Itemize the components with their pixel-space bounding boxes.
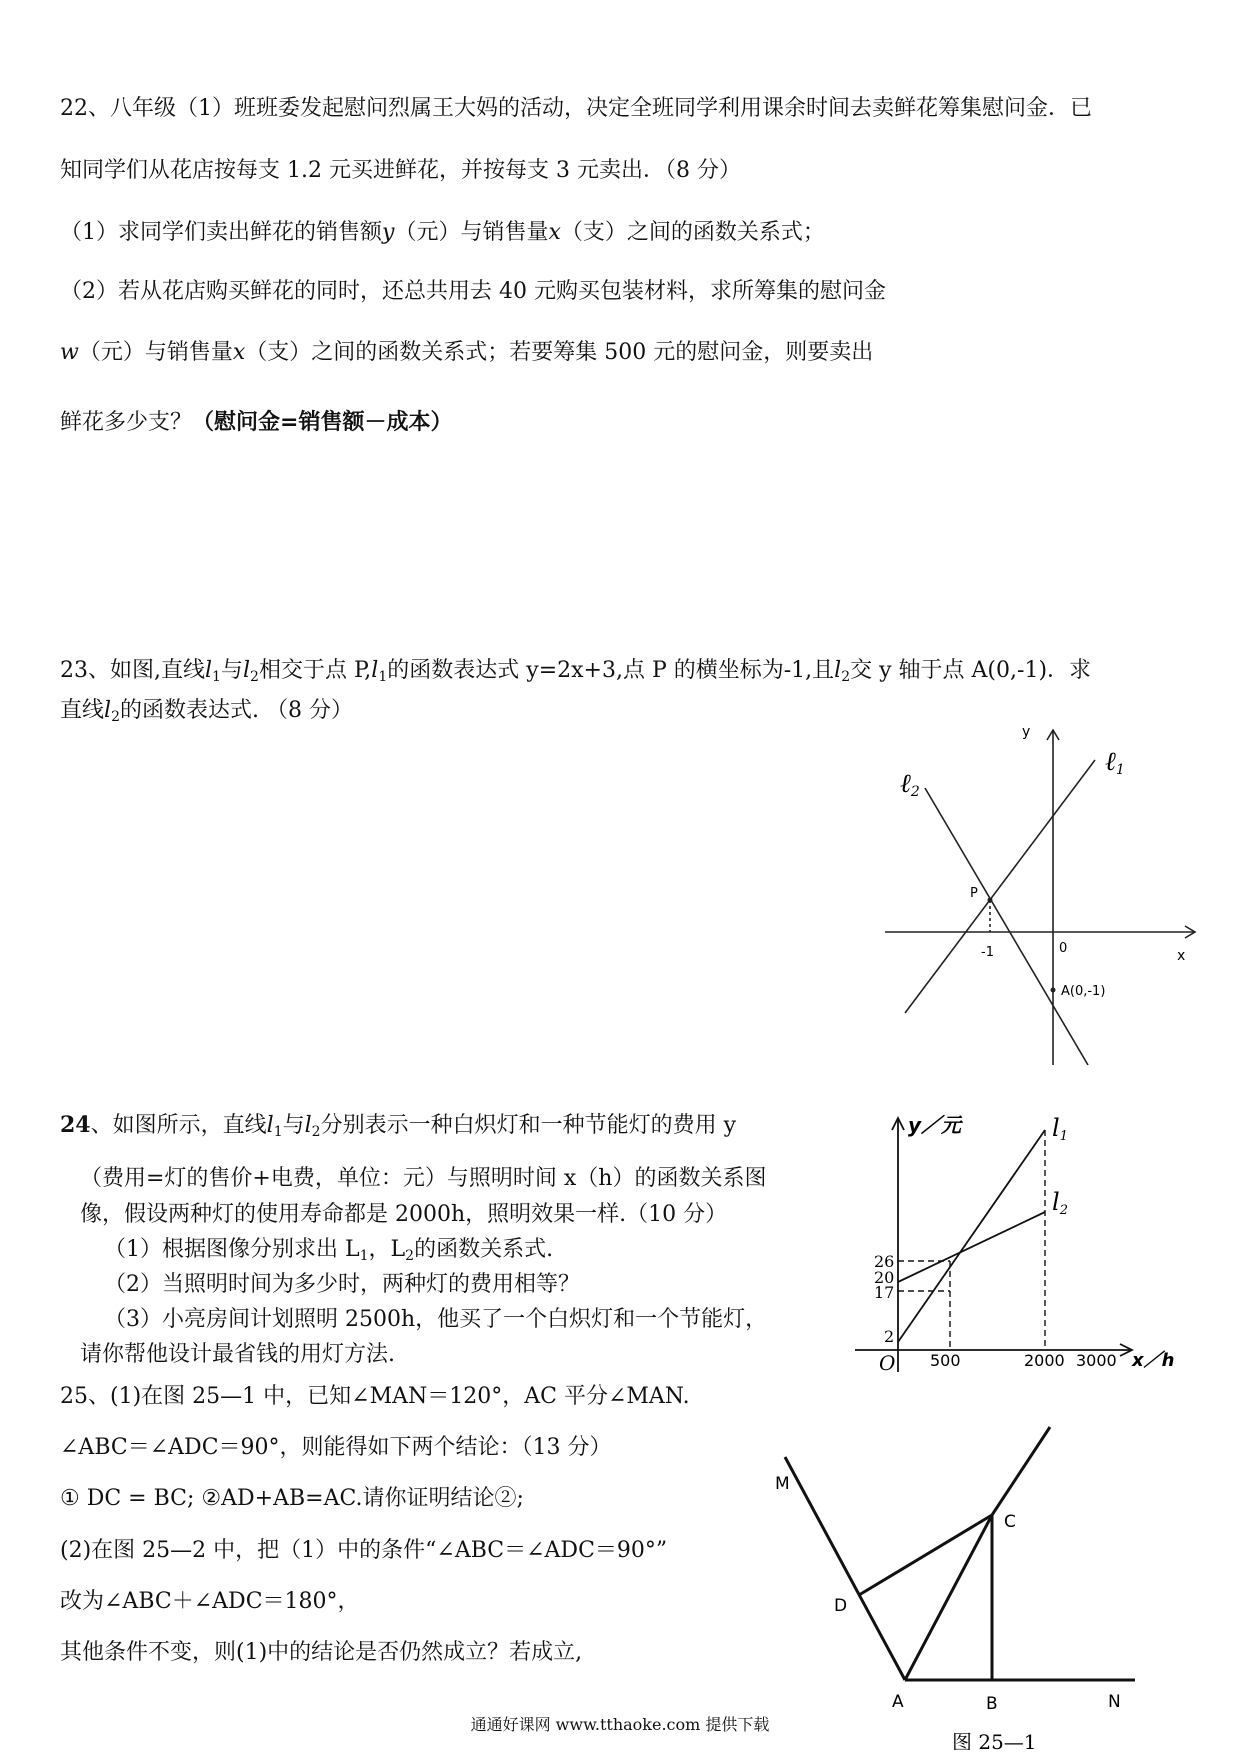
q24-l1-sub: 1 bbox=[273, 1124, 283, 1140]
q23-p-label: P bbox=[970, 886, 978, 901]
q22-line-1: 22、八年级（1）班班委发起慰问烈属王大妈的活动，决定全班同学利用课余时间去卖鲜花筹集慰问金．已 bbox=[60, 96, 1092, 121]
q23-text-e: 交 y 轴于点 A(0,-1)．求 bbox=[850, 658, 1092, 683]
q22-part-2: （2）若从花店购买鲜花的同时，还总共用去 40 元购买包装材料，求所筹集的慰问金 bbox=[60, 279, 886, 304]
q24-y-label: y／元 bbox=[908, 1113, 962, 1137]
q24-line-l1 bbox=[898, 1130, 1045, 1342]
q24-text-b: 与 bbox=[282, 1113, 305, 1138]
q23-point-p bbox=[988, 898, 993, 903]
q25-line-6: 其他条件不变，则(1)中的结论是否仍然成立？若成立, bbox=[60, 1640, 583, 1665]
q23-text-f: 直线 bbox=[60, 698, 105, 723]
q23-neg1-label: -1 bbox=[981, 945, 994, 960]
q23-text-d: 的函数表达式 y=2x+3,点 P 的横坐标为-1,且 bbox=[387, 658, 835, 683]
q22-var-w: w bbox=[60, 340, 79, 365]
q24-x-label: x／h bbox=[1132, 1350, 1175, 1371]
q24-part-1-a: （1）根据图像分别求出 L bbox=[104, 1237, 360, 1262]
q23-line-2 bbox=[60, 698, 353, 726]
q24-part-1-b: ，L bbox=[368, 1237, 406, 1262]
q23-line-1 bbox=[60, 658, 1091, 686]
q23-line-l1 bbox=[905, 760, 1095, 1013]
q24-l2-letter: l bbox=[304, 1113, 312, 1138]
q24-part-1 bbox=[104, 1237, 553, 1265]
q22-part-1-text-a: （1）求同学们卖出鲜花的销售额 bbox=[60, 220, 382, 245]
q24-y-tick-17: 17 bbox=[874, 1283, 895, 1302]
q24-L1-sub: 1 bbox=[359, 1248, 369, 1264]
q24-x-tick-2000: 2000 bbox=[1024, 1351, 1065, 1370]
q22-part-2-cont-a: （元）与销售量 bbox=[78, 340, 233, 365]
q24-L2-sub: 2 bbox=[405, 1248, 415, 1264]
q24-figure bbox=[840, 1110, 1195, 1380]
q25-line-2: ∠ABC＝∠ADC＝90°，则能得如下两个结论：（13 分） bbox=[60, 1435, 612, 1460]
q24-text-a: 、如图所示，直线 bbox=[90, 1113, 267, 1138]
q23-l2-sub: 2 bbox=[250, 669, 259, 685]
q23-l1-letter: l bbox=[205, 658, 213, 683]
q22-part-1 bbox=[60, 220, 825, 246]
q23-l1-label: ℓ1 bbox=[1105, 747, 1125, 778]
q24-line-l2 bbox=[898, 1212, 1045, 1282]
q24-part-3: （3）小亮房间计划照明 2500h，他买了一个白炽灯和一个节能灯， bbox=[104, 1307, 768, 1332]
q25-line-3: ① DC = BC; ②AD+AB=AC.请你证明结论②; bbox=[60, 1486, 524, 1511]
q23-text-b: 与 bbox=[220, 658, 243, 683]
q22-formula-note: （慰问金=销售额－成本） bbox=[192, 410, 453, 435]
q22-part-2-cont-b: （支）之间的函数关系式；若要筹集 500 元的慰问金，则要卖出 bbox=[245, 340, 874, 365]
q23-text-g: 的函数表达式. （8 分） bbox=[119, 698, 353, 723]
q24-part-1-c: 的函数关系式. bbox=[414, 1237, 554, 1262]
q23-l1-sub: 1 bbox=[212, 669, 221, 685]
page-footer: 通通好课网 www.tthaoke.com 提供下载 bbox=[470, 1715, 770, 1734]
q24-line-3: 像，假设两种灯的使用寿命都是 2000h，照明效果一样.（10 分） bbox=[80, 1202, 728, 1227]
q23-point-a bbox=[1051, 988, 1056, 993]
q25-a-label: A bbox=[892, 1692, 904, 1712]
q24-line-1 bbox=[60, 1112, 736, 1141]
q22-line-2: 知同学们从花店按每支 1.2 元买进鲜花，并按每支 3 元卖出．（8 分） bbox=[60, 158, 741, 183]
q24-x-tick-3000: 3000 bbox=[1076, 1351, 1117, 1370]
q22-part-2-end-a: 鲜花多少支？ bbox=[60, 410, 193, 435]
q23-l2-letter-2: l bbox=[834, 658, 842, 683]
q23-a-label: A(0,-1) bbox=[1061, 984, 1106, 999]
q25-line-4: (2)在图 25—2 中，把（1）中的条件“∠ABC＝∠ADC＝90°” bbox=[60, 1538, 668, 1563]
q23-l2-sub-2: 2 bbox=[841, 669, 851, 685]
q23-l1-letter-2: l bbox=[371, 658, 379, 683]
q25-m-label: M bbox=[775, 1474, 790, 1494]
q23-l2-letter: l bbox=[242, 658, 251, 683]
q24-y-tick-26: 26 bbox=[874, 1252, 895, 1271]
q23-x-label: x bbox=[1177, 948, 1186, 964]
q25-figure bbox=[760, 1415, 1180, 1750]
q24-l2-label: l2 bbox=[1052, 1188, 1068, 1218]
q23-origin-label: 0 bbox=[1059, 941, 1068, 956]
q24-origin-label: O bbox=[879, 1351, 896, 1375]
q25-c-label: C bbox=[1004, 1512, 1016, 1532]
q25-d-label: D bbox=[834, 1596, 848, 1616]
q25-b-label: B bbox=[986, 1694, 998, 1714]
q24-number: 24 bbox=[60, 1112, 91, 1138]
q25-line-5: 改为∠ABC＋∠ADC＝180°， bbox=[60, 1589, 360, 1614]
q22-part-2-end bbox=[60, 410, 452, 436]
q23-text-a: 23、如图,直线 bbox=[60, 658, 205, 683]
q23-l1-sub-2: 1 bbox=[378, 669, 388, 685]
q23-l2-letter-3: l bbox=[104, 698, 112, 723]
q25-ray-am bbox=[785, 1457, 905, 1680]
q24-y-tick-20: 20 bbox=[874, 1268, 895, 1287]
q23-figure bbox=[880, 720, 1210, 1070]
q24-text-c: 分别表示一种白炽灯和一种节能灯的费用 y bbox=[320, 1113, 737, 1138]
q25-line-1: 25、(1)在图 25—1 中，已知∠MAN＝120°，AC 平分∠MAN. bbox=[60, 1384, 690, 1409]
q25-caption: 图 25—1 bbox=[952, 1730, 1037, 1750]
q23-line-l2 bbox=[925, 788, 1088, 1065]
q22-part-1-text-b: （元）与销售量 bbox=[394, 220, 549, 245]
q23-l2-sub-3: 2 bbox=[111, 709, 120, 725]
q24-part-2: （2）当照明时间为多少时，两种灯的费用相等？ bbox=[104, 1272, 580, 1297]
q24-y-tick-2: 2 bbox=[884, 1327, 895, 1346]
q23-text-c: 相交于点 P, bbox=[258, 658, 372, 683]
q24-l1-letter: l bbox=[266, 1113, 274, 1138]
q24-x-tick-500: 500 bbox=[930, 1351, 961, 1370]
q25-n-label: N bbox=[1108, 1692, 1121, 1712]
q25-ac-extension bbox=[992, 1427, 1050, 1515]
q24-part-4: 请你帮他设计最省钱的用灯方法. bbox=[80, 1342, 395, 1367]
q22-var-x: x bbox=[548, 220, 561, 245]
q22-var-y: y bbox=[382, 220, 395, 245]
q24-l1-label: l1 bbox=[1052, 1114, 1068, 1144]
q22-part-2-cont bbox=[60, 340, 873, 366]
q22-var-x-2: x bbox=[232, 340, 246, 365]
q24-l2-sub: 2 bbox=[311, 1124, 321, 1140]
q22-part-1-text-c: （支）之间的函数关系式； bbox=[560, 220, 825, 245]
q23-l2-label: ℓ2 bbox=[900, 769, 920, 800]
q23-y-label: y bbox=[1022, 724, 1031, 740]
q24-line-2: （费用=灯的售价+电费，单位：元）与照明时间 x（h）的函数关系图 bbox=[80, 1166, 767, 1191]
